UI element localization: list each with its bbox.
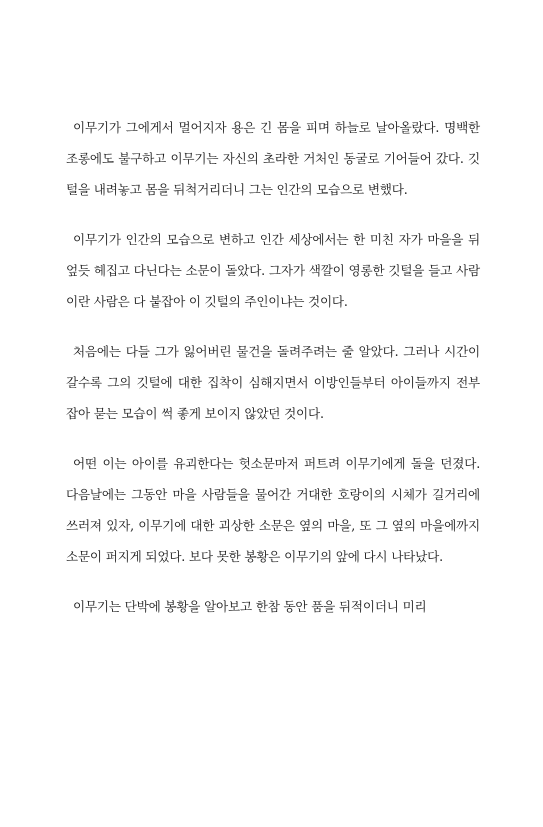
paragraph-3: 처음에는 다들 그가 잃어버린 물건을 돌려주려는 줄 알았다. 그러나 시간이 갈수록 그의 깃털에 대한 집착이 심해지면서 이방인들부터 아이들까지 전부 잡아 묻는 모습이 썩 좋게 보이지 않았던 것이다. (66, 344, 480, 421)
paragraph-1: 이무기가 그에게서 멀어지자 용은 긴 몸을 피며 하늘로 날아올랐다. 명백한 조롱에도 불구하고 이무기는 자신의 초라한 거처인 동굴로 기어들어 갔다. 깃털을 내려놓고 몸을 뒤척거리더니 그는 인간의 모습으로 변했다. (66, 120, 480, 197)
paragraph-2: 이무기가 인간의 모습으로 변하고 인간 세상에서는 한 미친 자가 마을을 뒤엎듯 헤집고 다닌다는 소문이 돌았다. 그자가 색깔이 영롱한 깃털을 들고 사람이란 사람은 다 붙잡아 이 깃털의 주인이냐는 것이다. (66, 232, 480, 309)
paragraph-4: 어떤 이는 아이를 유괴한다는 헛소문마저 퍼트려 이무기에게 돌을 던졌다. 다음날에는 그동안 마을 사람들을 물어간 거대한 호랑이의 시체가 길거리에 쓰러져 있자, 이무기에 대한 괴상한 소문은 옆의 마을, 또 그 옆의 마을에까지 소문이 퍼지게 되었다. 보다 못한 봉황은 이무기의 앞에 다시 나타났다. (66, 456, 480, 564)
paragraph-5: 이무기는 단박에 봉황을 알아보고 한참 동안 품을 뒤적이더니 미리 (73, 599, 427, 614)
story-text (66, 112, 480, 641)
